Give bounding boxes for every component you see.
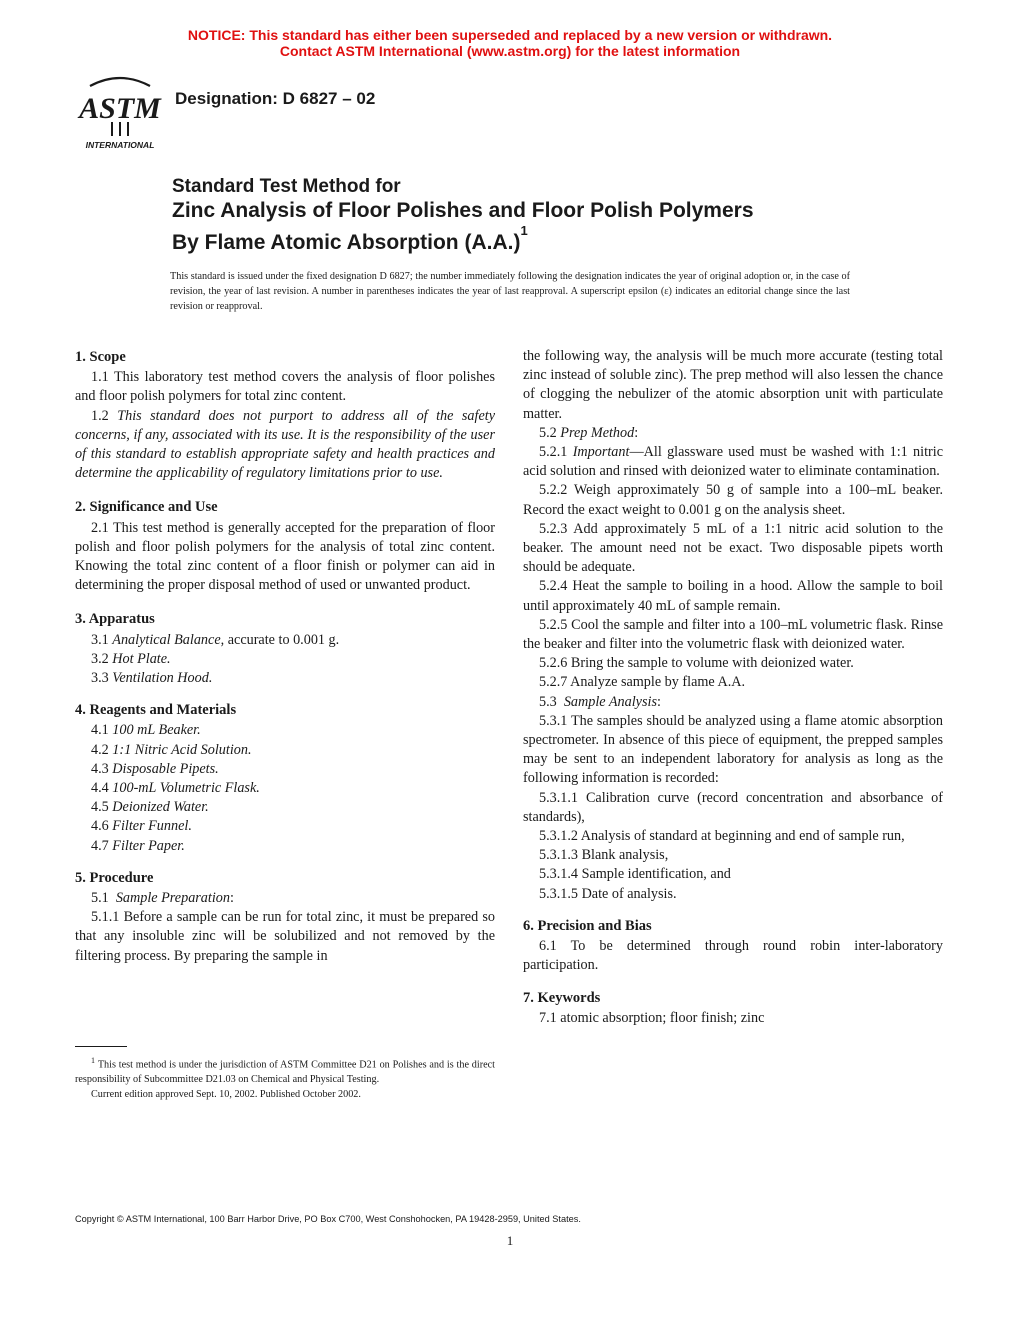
item-name: Filter Paper. (112, 837, 185, 854)
para-title: Prep Method (560, 424, 635, 441)
paragraph-5-2-1 (523, 443, 943, 481)
para-text: Calibration curve (record concentration and absorbance of standards), (523, 789, 943, 825)
paragraph-5-2-5 (523, 616, 943, 654)
para-num: 1.1 (91, 369, 109, 386)
section-heading-procedure: 5. Procedure (75, 869, 154, 886)
para-text: Heat the sample to boiling in a hood. Allow the sample to boil until approximately 40 mL of sample remain. (523, 578, 943, 614)
item-name: Filter Funnel. (112, 818, 192, 835)
para-text: This laboratory test method covers the analysis of floor polishes and floor polish polymers for total zinc content. (75, 369, 495, 405)
para-title: Sample Analysis (563, 693, 657, 710)
para-text: Analyze sample by flame A.A. (570, 674, 746, 691)
paragraph-5-1: 5.1 Sample Preparation: (91, 890, 234, 907)
list-item (75, 817, 495, 836)
para-text: Add approximately 5 mL of a 1:1 nitric acid solution to the beaker. The amount need not be exact. Two disposable pipets worth should be adequate. (523, 520, 943, 576)
title-line-2: Zinc Analysis of Floor Polishes and Floor Polish Polymers (172, 199, 754, 222)
para-num: 2.1 (91, 519, 109, 536)
para-text: Weigh approximately 50 g of sample into a 100–mL beaker. Record the exact weight to 0.001 g on the analysis sheet. (523, 482, 943, 518)
item-num: 3.3 (91, 670, 109, 687)
para-num: 5.2.3 (539, 520, 568, 537)
list-item (75, 650, 495, 669)
para-num: 5.3.1.3 (539, 847, 579, 864)
para-num: 5.1.1 (91, 909, 120, 926)
section-heading-significance: 2. Significance and Use (75, 499, 218, 516)
item-name: Hot Plate. (112, 650, 171, 667)
paragraph-2-1 (75, 519, 495, 596)
section-heading-reagents: 4. Reagents and Materials (75, 702, 237, 719)
paragraph-5-2-3 (523, 520, 943, 578)
para-text: To be determined through round robin inter-laboratory participation. (523, 938, 943, 974)
footnote-edition: Current edition approved Sept. 10, 2002. Published October 2002. (91, 1089, 361, 1101)
paragraph-5-2-7 (523, 673, 943, 692)
para-num: 5.2.2 (539, 482, 568, 499)
item-name: 1:1 Nitric Acid Solution. (112, 741, 252, 758)
item-num: 4.6 (91, 818, 109, 835)
para-text: The samples should be analyzed using a flame atomic absorption spectrometer. In absence of this piece of equipment, the prepped samples may be sent to an independent laboratory for analysis as long as the following information is recorded: (523, 712, 943, 787)
list-item (75, 721, 495, 740)
title-line-1: Standard Test Method for (172, 176, 401, 197)
para-num: 5.3.1.1 (539, 789, 579, 806)
copyright-line: Copyright © ASTM International, 100 Barr Harbor Drive, PO Box C700, West Conshohocken, PA 19428-2959, United States. (75, 1214, 581, 1224)
notice-line-2: Contact ASTM International (www.astm.org) for the latest information (279, 43, 741, 59)
list-item (75, 779, 495, 798)
logo-caption: INTERNATIONAL (85, 140, 155, 150)
item-name: 100 mL Beaker. (112, 722, 201, 739)
preamble: This standard is issued under the fixed designation D 6827; the number immediately following the designation indicates the year of original adoption or, in the case of revision, the year of last revision. A number in parentheses indicates the year of last reapproval. A superscript epsilon (ε) indicates an editorial change since the last revision or reapproval. (170, 271, 850, 312)
para-text: Date of analysis. (581, 885, 677, 902)
paragraph-5-2: 5.2 Prep Method: (539, 424, 639, 441)
page-number: 1 (506, 1233, 514, 1248)
paragraph-7-1 (523, 1009, 943, 1028)
paragraph-5-3-1-5 (523, 885, 943, 904)
section-heading-keywords: 7. Keywords (523, 989, 601, 1006)
paragraph-6-1 (523, 937, 943, 975)
para-text: Analysis of standard at beginning and end of sample run, (580, 828, 905, 845)
right-column (523, 347, 943, 1028)
paragraph-1-2 (75, 407, 495, 484)
para-num: 5.2.4 (539, 578, 568, 595)
section-heading-precision: 6. Precision and Bias (523, 917, 652, 934)
notice-banner (0, 27, 1020, 59)
logo-letters: ASTM (79, 92, 161, 125)
paragraph-5-2-6 (523, 654, 943, 673)
item-num: 3.2 (91, 650, 109, 667)
para-text: Before a sample can be run for total zinc, it must be prepared so that any insoluble zinc will be solubilized and not removed by the filtering process. By preparing the sample in (75, 909, 495, 964)
paragraph-5-3-1-1 (523, 789, 943, 827)
list-item (75, 669, 495, 688)
paragraph-5-1-1 (75, 908, 495, 966)
item-name: Disposable Pipets. (112, 760, 219, 777)
title-line-3 (172, 224, 892, 256)
para-num: 5.3.1.2 (539, 828, 579, 845)
list-item (75, 741, 495, 760)
para-num: 5.3.1 (539, 712, 568, 729)
para-text: Sample identification, and (581, 866, 731, 883)
list-item (75, 798, 495, 817)
para-num: 7.1 (539, 1009, 557, 1026)
item-name: Deionized Water. (112, 799, 209, 816)
para-num: 5.1 (91, 890, 109, 907)
para-num: 5.2.7 (539, 674, 568, 691)
document-title (172, 176, 892, 256)
para-num: 6.1 (539, 938, 557, 955)
para-num: 5.2.1 (539, 444, 568, 461)
para-title: Sample Preparation (115, 890, 230, 907)
para-text: This standard does not purport to address all of the safety concerns, if any, associated with its use. It is the responsibility of the user of this standard to establish appropriate safety and health practices and determine the applicability of regulatory limitations prior to use. (75, 407, 495, 482)
astm-logo (72, 74, 168, 154)
list-item (75, 837, 495, 856)
paragraph-5-3-1-2 (523, 827, 943, 846)
list-item (75, 760, 495, 779)
item-name: Analytical Balance (112, 631, 221, 648)
para-num: 5.3.1.5 (539, 885, 579, 902)
para-num: 5.2.5 (539, 616, 568, 633)
title-footnote-mark[interactable]: 1 (520, 223, 528, 238)
para-text: This test method is generally accepted for the preparation of floor polish and floor polish polymers for the analysis of total zinc content. Knowing the total zinc content of a floor finish or polymer can aid in determining the proper disposal method of used or unwanted product. (75, 519, 495, 594)
item-num: 4.7 (91, 837, 109, 854)
paragraph-5-1-1-continued: the following way, the analysis will be much more accurate (testing total zinc instead of soluble zinc). The prep method will also lessen the chance of clogging the nebulizer of the atomic absorption unit with particulate matter. (523, 348, 943, 422)
paragraph-5-3-1-4 (523, 865, 943, 884)
footnotes (75, 1053, 495, 1102)
item-num: 4.4 (91, 780, 109, 797)
para-num: 5.2.6 (539, 655, 568, 672)
section-heading-apparatus: 3. Apparatus (75, 611, 155, 628)
paragraph-5-3-1-3 (523, 846, 943, 865)
paragraph-5-3: 5.3 Sample Analysis: (539, 693, 661, 710)
item-num: 3.1 (91, 631, 109, 648)
paragraph-5-2-2 (523, 481, 943, 519)
para-num: 5.2 (539, 424, 557, 441)
paragraph-5-3-1 (523, 712, 943, 789)
footnote-mark: 1 (91, 1056, 95, 1065)
para-text: —All glassware used must be washed with 1:1 nitric acid solution and rinsed with deionized water to eliminate contamination. (523, 444, 943, 480)
para-label: Important (572, 444, 630, 461)
item-name: Ventilation Hood. (112, 670, 213, 687)
para-num: 5.3.1.4 (539, 866, 579, 883)
para-text: atomic absorption; floor finish; zinc (560, 1009, 765, 1026)
designation: Designation: D 6827 – 02 (175, 89, 376, 108)
item-num: 4.3 (91, 760, 109, 777)
title-line-3-text: By Flame Atomic Absorption (A.A.) (172, 231, 521, 254)
item-name: 100-mL Volumetric Flask. (112, 780, 260, 797)
list-item (75, 631, 495, 650)
item-num: 4.2 (91, 741, 109, 758)
para-text: Blank analysis, (581, 847, 669, 864)
footnote-text: This test method is under the jurisdiction of ASTM Committee D21 on Polishes and is the direct responsibility of Subcommittee D21.03 on Chemical and Physical Testing. (75, 1059, 495, 1086)
paragraph-1-1 (75, 368, 495, 406)
item-num: 4.1 (91, 722, 109, 739)
para-text: Cool the sample and filter into a 100–mL volumetric flask. Rinse the beaker and filter into the volumetric flask with deionized water. (523, 616, 944, 653)
para-num: 1.2 (91, 407, 109, 424)
left-column (75, 347, 495, 966)
item-rest: , accurate to 0.001 g. (220, 631, 340, 648)
item-num: 4.5 (91, 799, 109, 816)
para-num: 5.3 (539, 693, 557, 710)
footnote-1 (75, 1053, 495, 1087)
para-text: Bring the sample to volume with deionized water. (570, 655, 854, 672)
section-heading-scope: 1. Scope (75, 349, 126, 365)
paragraph-5-2-4 (523, 577, 943, 615)
footnote-divider (75, 1046, 127, 1047)
notice-line-1: NOTICE: This standard has either been superseded and replaced by a new version or withdrawn. (187, 27, 833, 43)
